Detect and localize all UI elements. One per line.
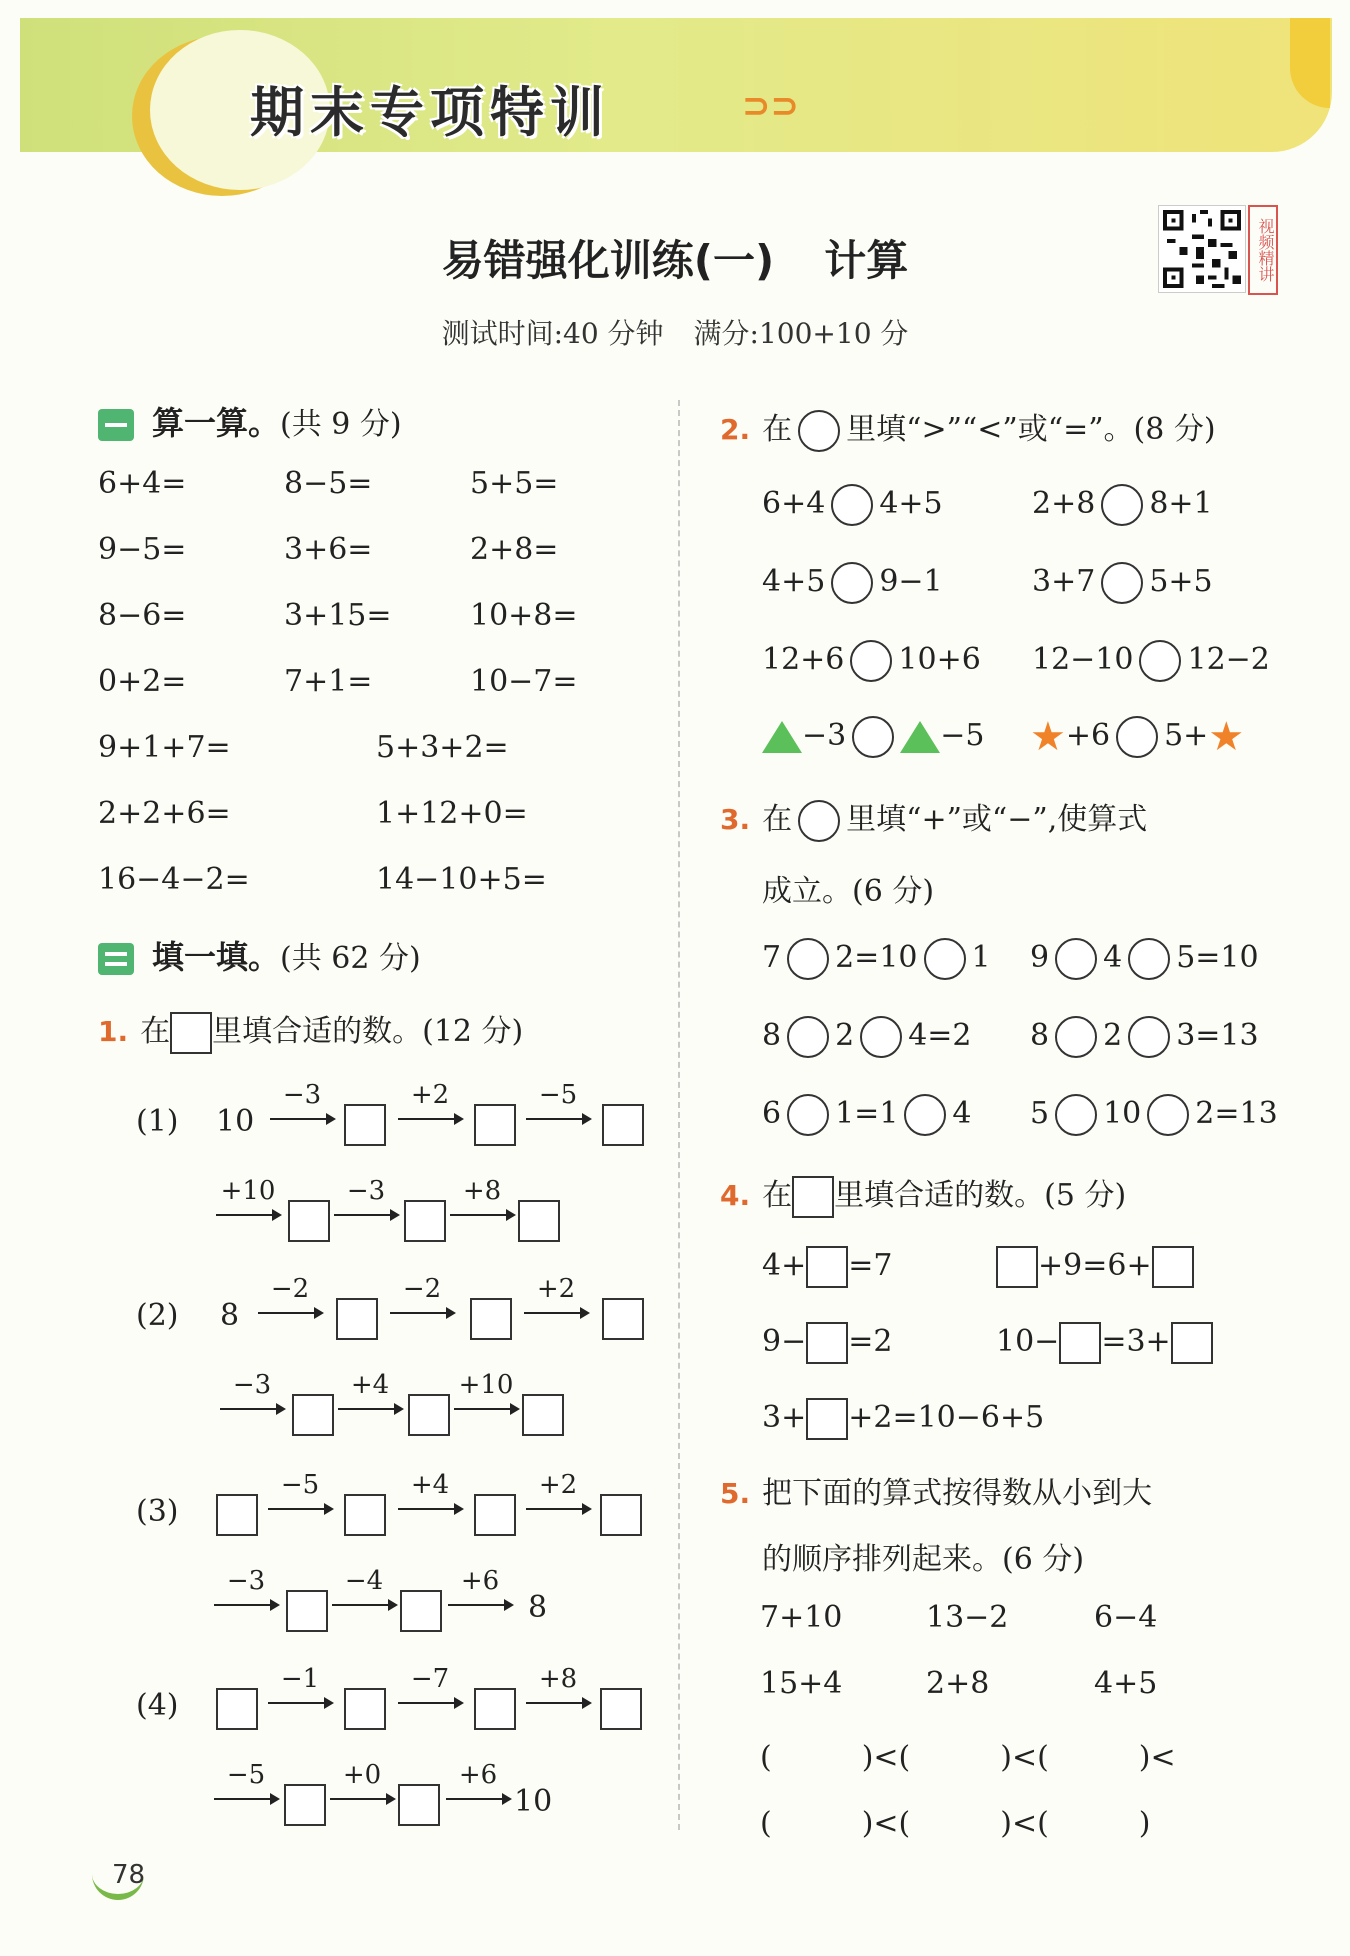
- term: =3+: [1101, 1324, 1171, 1359]
- answer-circle[interactable]: [1139, 640, 1181, 682]
- answer-circle[interactable]: [1055, 1094, 1097, 1136]
- term: 4+: [762, 1248, 807, 1283]
- operation-arrow: [524, 1274, 588, 1322]
- equation-item: [1030, 938, 1259, 980]
- answer-box[interactable]: [600, 1494, 642, 1536]
- left-expr: −3: [802, 718, 847, 753]
- q1-post: 里填合适的数。(12 分): [212, 1014, 524, 1049]
- operation-label: −3: [346, 1176, 386, 1206]
- answer-box[interactable]: [474, 1104, 516, 1146]
- expression: 5+5=: [470, 466, 559, 501]
- answer-box[interactable]: [600, 1688, 642, 1730]
- answer-circle[interactable]: [1101, 562, 1143, 604]
- expression: 7+10: [760, 1600, 843, 1635]
- answer-box[interactable]: [292, 1394, 334, 1436]
- page-number: 78: [112, 1860, 146, 1890]
- order-answer-line[interactable]: ( )<( )<( )<: [760, 1740, 1176, 1775]
- answer-box[interactable]: [806, 1246, 848, 1288]
- q3-pre: 在: [762, 802, 793, 837]
- answer-box[interactable]: [288, 1200, 330, 1242]
- answer-box[interactable]: [404, 1200, 446, 1242]
- operation-arrow: [526, 1664, 590, 1712]
- equation-item: [1030, 1094, 1278, 1136]
- answer-circle[interactable]: [850, 640, 892, 682]
- q3-prompt: [720, 794, 1147, 842]
- banner-title: 期末专项特训: [250, 81, 610, 144]
- operation-label: +0: [342, 1760, 382, 1790]
- left-expr: 6+4: [762, 486, 826, 521]
- expression: 1+12+0=: [376, 796, 528, 831]
- expression: 14−10+5=: [376, 862, 547, 897]
- expression: 2+8: [926, 1666, 990, 1701]
- left-expr: 2+8: [1032, 486, 1096, 521]
- compare-item: [1032, 562, 1213, 604]
- expression: 6−4: [1094, 1600, 1158, 1635]
- term: =7: [848, 1248, 893, 1283]
- q2-pre: 在: [762, 412, 793, 447]
- expression: 15+4: [760, 1666, 843, 1701]
- term: 2: [835, 1018, 855, 1053]
- answer-circle-sample: [798, 800, 840, 842]
- fill-item: [762, 1322, 892, 1364]
- operation-label: −7: [410, 1664, 450, 1694]
- q2-prompt: [720, 404, 1216, 452]
- part2-title: 填一填。: [152, 938, 281, 976]
- q2-post: 里填“>”“<”或“=”。(8 分): [846, 412, 1216, 447]
- operation-arrow: [398, 1470, 462, 1518]
- operation-label: +8: [538, 1664, 578, 1694]
- answer-box-sample: [792, 1176, 834, 1218]
- fill-item: [762, 1398, 1044, 1440]
- left-expr: 12−10: [1032, 642, 1134, 677]
- right-expr: 9−1: [879, 564, 943, 599]
- operation-label: +6: [458, 1760, 498, 1790]
- answer-circle[interactable]: [831, 484, 873, 526]
- term: 5: [1030, 1096, 1050, 1131]
- operation-label: −3: [282, 1080, 322, 1110]
- answer-circle[interactable]: [924, 938, 966, 980]
- right-expr: −5: [940, 718, 985, 753]
- part1-points: (共 9 分): [280, 407, 402, 442]
- q1-start-value: 8: [220, 1298, 240, 1333]
- operation-arrow: [334, 1176, 398, 1224]
- q4-prompt: [720, 1170, 1126, 1218]
- operation-arrow: [332, 1566, 396, 1614]
- answer-box[interactable]: [474, 1688, 516, 1730]
- operation-arrow: [268, 1470, 332, 1518]
- term: 4=2: [908, 1018, 972, 1053]
- right-expr: 8+1: [1149, 486, 1213, 521]
- fill-item: [996, 1246, 1194, 1288]
- q5-line2: 的顺序排列起来。(6 分): [762, 1542, 1085, 1577]
- answer-circle[interactable]: [852, 716, 894, 758]
- answer-circle[interactable]: [1128, 938, 1170, 980]
- q1-pre: 在: [140, 1014, 171, 1049]
- part2-heading: [98, 932, 421, 978]
- right-expr: 5+5: [1149, 564, 1213, 599]
- answer-box[interactable]: [400, 1590, 442, 1632]
- operation-label: −1: [280, 1664, 320, 1694]
- equation-item: [762, 1094, 972, 1136]
- expression: 9+1+7=: [98, 730, 231, 765]
- answer-box[interactable]: [806, 1322, 848, 1364]
- operation-arrow: [450, 1176, 514, 1224]
- term: +2=10−6+5: [848, 1400, 1045, 1435]
- operation-label: −3: [226, 1566, 266, 1596]
- term: 10−: [996, 1324, 1060, 1359]
- q1-item-label: (2): [136, 1298, 179, 1333]
- term: 8: [1030, 1018, 1050, 1053]
- expression: 13−2: [926, 1600, 1009, 1635]
- term: +9=6+: [1038, 1248, 1152, 1283]
- triangle-icon: [900, 721, 940, 753]
- answer-box[interactable]: [398, 1784, 440, 1826]
- answer-circle[interactable]: [1055, 1016, 1097, 1058]
- right-expr: 4+5: [879, 486, 943, 521]
- answer-box[interactable]: [284, 1784, 326, 1826]
- operation-arrow: [390, 1274, 454, 1322]
- operation-label: +2: [538, 1470, 578, 1500]
- expression: 9−5=: [98, 532, 187, 567]
- answer-circle[interactable]: [860, 1016, 902, 1058]
- term: 3+: [762, 1400, 807, 1435]
- operation-arrow: [258, 1274, 322, 1322]
- answer-box[interactable]: [286, 1590, 328, 1632]
- term: 8: [762, 1018, 782, 1053]
- answer-box[interactable]: [602, 1104, 644, 1146]
- q1-number: 1.: [98, 1015, 129, 1048]
- term: 6: [762, 1096, 782, 1131]
- q4-pre: 在: [762, 1178, 793, 1213]
- answer-circle[interactable]: [787, 1094, 829, 1136]
- q5-number: 5.: [720, 1477, 751, 1510]
- left-expr: +6: [1065, 718, 1111, 753]
- q5-prompt: [720, 1468, 1152, 1512]
- answer-box[interactable]: [344, 1104, 386, 1146]
- expression: 2+2+6=: [98, 796, 231, 831]
- fill-item: [762, 1246, 892, 1288]
- answer-box[interactable]: [408, 1394, 450, 1436]
- answer-circle[interactable]: [1116, 716, 1158, 758]
- operation-arrow: [220, 1370, 284, 1418]
- operation-arrow: [446, 1760, 510, 1808]
- answer-box[interactable]: [474, 1494, 516, 1536]
- term: 1: [971, 940, 991, 975]
- qr-code-icon[interactable]: [1158, 205, 1246, 293]
- operation-label: +2: [410, 1080, 450, 1110]
- answer-box[interactable]: [602, 1298, 644, 1340]
- equation-item: [762, 938, 991, 980]
- answer-box[interactable]: [996, 1246, 1038, 1288]
- page-title: [0, 228, 1350, 288]
- equation-item: [762, 1016, 972, 1058]
- answer-circle[interactable]: [787, 1016, 829, 1058]
- term: =2: [848, 1324, 893, 1359]
- part1-title: 算一算。: [152, 404, 281, 442]
- operation-label: +4: [350, 1370, 390, 1400]
- part1-heading: [98, 398, 402, 444]
- operation-arrow: [216, 1176, 280, 1224]
- term: 4: [952, 1096, 972, 1131]
- q3-post: 里填“+”或“−”,使算式: [846, 802, 1148, 837]
- right-expr: 10+6: [898, 642, 981, 677]
- expression: 10−7=: [470, 664, 578, 699]
- expression: 2+8=: [470, 532, 559, 567]
- part2-points: (共 62 分): [280, 941, 421, 976]
- section-two-icon: [98, 943, 134, 975]
- compare-item: [1032, 640, 1270, 682]
- answer-box[interactable]: [336, 1298, 378, 1340]
- operation-arrow: [214, 1760, 278, 1808]
- answer-circle-sample: [798, 410, 840, 452]
- fill-item: [996, 1322, 1213, 1364]
- compare-item: [762, 640, 981, 682]
- answer-box[interactable]: [518, 1200, 560, 1242]
- answer-box-sample: [170, 1012, 212, 1054]
- q1-item-label: (4): [136, 1688, 179, 1723]
- answer-box[interactable]: [1059, 1322, 1101, 1364]
- star-icon: ★: [1208, 714, 1245, 760]
- expression: 16−4−2=: [98, 862, 250, 897]
- operation-label: −2: [402, 1274, 442, 1304]
- expression: 8−6=: [98, 598, 187, 633]
- term: 2=10: [835, 940, 918, 975]
- operation-arrow: [268, 1664, 332, 1712]
- q4-post: 里填合适的数。(5 分): [834, 1178, 1127, 1213]
- section-one-icon: [98, 409, 134, 441]
- test-time: 测试时间:40 分钟: [441, 317, 664, 350]
- answer-box[interactable]: [806, 1398, 848, 1440]
- operation-label: +8: [462, 1176, 502, 1206]
- answer-circle[interactable]: [904, 1094, 946, 1136]
- test-info: [0, 312, 1350, 352]
- expression: 10+8=: [470, 598, 578, 633]
- expression: 6+4=: [98, 466, 187, 501]
- term: 1=1: [835, 1096, 899, 1131]
- answer-box[interactable]: [1171, 1322, 1213, 1364]
- operation-label: −5: [226, 1760, 266, 1790]
- q1-end-value: 8: [528, 1590, 548, 1625]
- left-expr: 4+5: [762, 564, 826, 599]
- q1-start-value: 10: [216, 1104, 255, 1139]
- q1-item-label: (1): [136, 1104, 179, 1139]
- operation-arrow: [338, 1370, 402, 1418]
- left-expr: 3+7: [1032, 564, 1096, 599]
- star-icon: ★: [1030, 714, 1066, 760]
- page-title-topic: 计算: [824, 236, 909, 285]
- compare-item: [1032, 484, 1213, 526]
- answer-box[interactable]: [470, 1298, 512, 1340]
- right-expr: 5+: [1164, 718, 1209, 753]
- operation-arrow: [526, 1470, 590, 1518]
- answer-circle[interactable]: [787, 938, 829, 980]
- answer-circle[interactable]: [1147, 1094, 1189, 1136]
- operation-label: +10: [220, 1176, 276, 1206]
- q3-number: 3.: [720, 803, 751, 836]
- operation-arrow: [448, 1566, 512, 1614]
- banner-swirl-icon: ⊃⊃: [742, 86, 799, 126]
- operation-arrow: [270, 1080, 334, 1128]
- operation-arrow: [526, 1080, 590, 1128]
- expression: 0+2=: [98, 664, 187, 699]
- q3-prompt-line2: 成立。(6 分): [762, 874, 935, 909]
- column-divider: [678, 400, 680, 1830]
- answer-circle[interactable]: [831, 562, 873, 604]
- q1-item-label: (3): [136, 1494, 179, 1529]
- operation-label: −3: [232, 1370, 272, 1400]
- q1-end-value: 10: [514, 1784, 553, 1819]
- expression: 7+1=: [284, 664, 373, 699]
- q5-line1: 把下面的算式按得数从小到大: [762, 1476, 1153, 1511]
- answer-circle[interactable]: [1101, 484, 1143, 526]
- answer-box[interactable]: [344, 1688, 386, 1730]
- triangle-icon: [762, 721, 802, 753]
- operation-arrow: [454, 1370, 518, 1418]
- answer-box[interactable]: [1152, 1246, 1194, 1288]
- answer-box[interactable]: [216, 1688, 258, 1730]
- term: 3=13: [1176, 1018, 1259, 1053]
- operation-label: +2: [536, 1274, 576, 1304]
- expression: 4+5: [1094, 1666, 1158, 1701]
- operation-arrow: [398, 1080, 462, 1128]
- term: 7: [762, 940, 782, 975]
- operation-label: +6: [460, 1566, 500, 1596]
- term: 2: [1103, 1018, 1123, 1053]
- answer-box[interactable]: [344, 1494, 386, 1536]
- order-answer-line[interactable]: ( )<( )<( ): [760, 1806, 1151, 1841]
- left-expr: 12+6: [762, 642, 845, 677]
- operation-label: −4: [344, 1566, 384, 1596]
- compare-item: [762, 562, 943, 604]
- operation-label: −2: [270, 1274, 310, 1304]
- expression: 3+6=: [284, 532, 373, 567]
- equation-item: [1030, 1016, 1259, 1058]
- operation-label: +4: [410, 1470, 450, 1500]
- compare-item-shapes: [762, 716, 984, 758]
- term: 4: [1103, 940, 1123, 975]
- compare-item-shapes: [1030, 716, 1244, 758]
- full-score: 满分:100+10 分: [693, 317, 909, 350]
- operation-arrow: [330, 1760, 394, 1808]
- expression: 3+15=: [284, 598, 392, 633]
- term: 9: [1030, 940, 1050, 975]
- operation-label: −5: [280, 1470, 320, 1500]
- term: 10: [1103, 1096, 1142, 1131]
- compare-item: [762, 484, 943, 526]
- q1-prompt: [98, 1006, 523, 1054]
- expression: 8−5=: [284, 466, 373, 501]
- operation-arrow: [214, 1566, 278, 1614]
- expression: 5+3+2=: [376, 730, 509, 765]
- answer-circle[interactable]: [1055, 938, 1097, 980]
- answer-circle[interactable]: [1128, 1016, 1170, 1058]
- answer-box[interactable]: [216, 1494, 258, 1536]
- q2-number: 2.: [720, 413, 751, 446]
- term: 9−: [762, 1324, 807, 1359]
- answer-box[interactable]: [522, 1394, 564, 1436]
- page-title-main: 易错强化训练(一): [441, 236, 775, 285]
- operation-label: −5: [538, 1080, 578, 1110]
- operation-arrow: [398, 1664, 462, 1712]
- term: 2=13: [1195, 1096, 1278, 1131]
- term: 5=10: [1176, 940, 1259, 975]
- video-explanation-label: 视频精讲: [1248, 205, 1278, 295]
- operation-label: +10: [458, 1370, 514, 1400]
- q4-number: 4.: [720, 1179, 751, 1212]
- right-expr: 12−2: [1187, 642, 1270, 677]
